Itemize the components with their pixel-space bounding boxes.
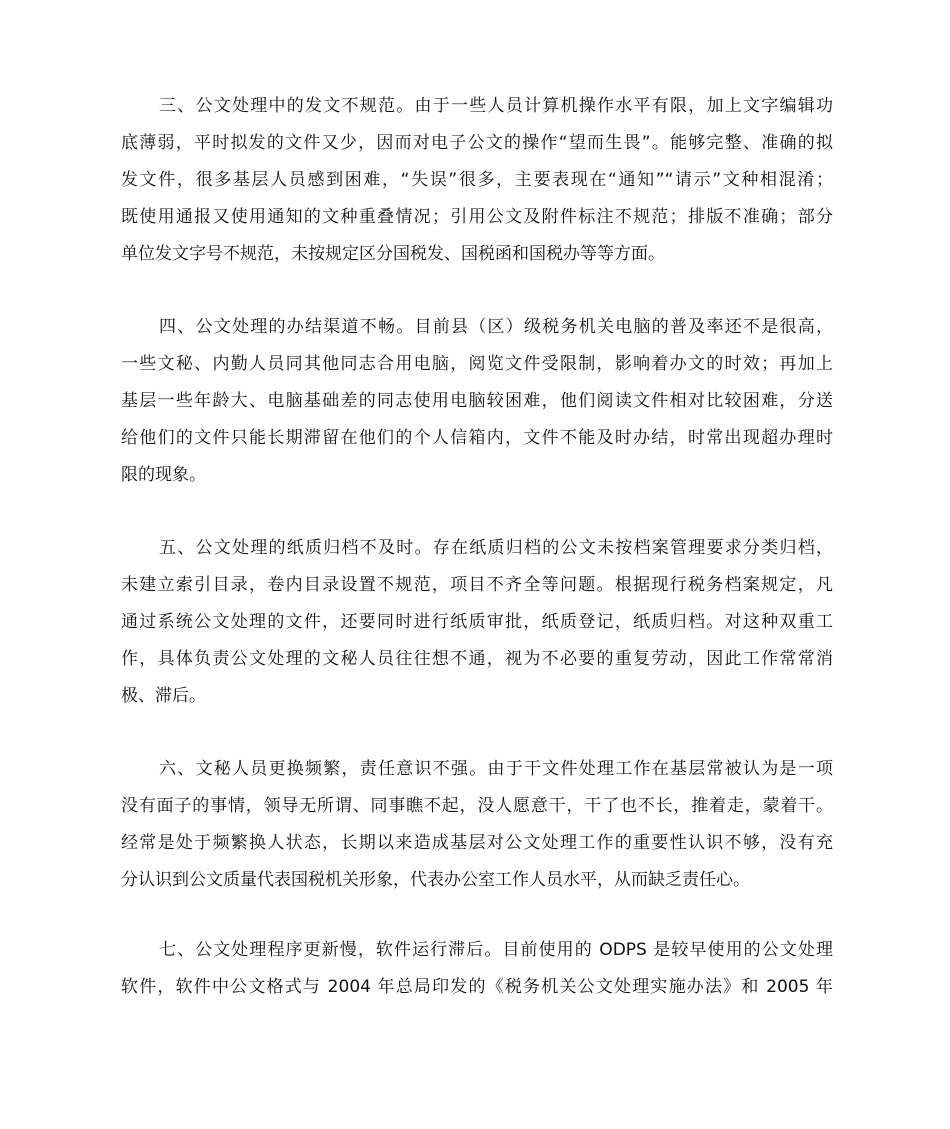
text-line: 七、公文处理程序更新慢，软件运行滞后。目前使用的 ODPS 是较早使用的公文处理 [159, 940, 833, 960]
text-line: 作，具体负责公文处理的文秘人员往往想不通，视为不必要的重复劳动，因此工作常常消 [121, 649, 833, 669]
paragraph-section-3 [121, 88, 833, 273]
text-line: 基层一些年龄大、电脑基础差的同志使用电脑较困难，他们阅读文件相对比较困难，分送 [121, 391, 833, 411]
text-line: 三、公文处理中的发文不规范。由于一些人员计算机操作水平有限，加上文字编辑功 [159, 96, 833, 116]
text-line: 一些文秘、内勤人员同其他同志合用电脑，阅览文件受限制，影响着办文的时效；再加上 [121, 354, 833, 374]
text-line: 给他们的文件只能长期滞留在他们的个人信箱内，文件不能及时办结，时常出现超办理时 [121, 428, 833, 448]
paragraph-section-4 [121, 309, 833, 494]
paragraph-section-7 [121, 932, 833, 1006]
text-line: 既使用通报又使用通知的文种重叠情况；引用公文及附件标注不规范；排版不准确；部分 [121, 207, 833, 227]
text-line: 六、文秘人员更换频繁，责任意识不强。由于干文件处理工作在基层常被认为是一项 [159, 759, 833, 779]
text-line: 未建立索引目录，卷内目录设置不规范，项目不齐全等问题。根据现行税务档案规定，凡 [121, 575, 833, 595]
paragraph-section-6 [121, 751, 833, 899]
text-line: 分认识到公文质量代表国税机关形象，代表办公室工作人员水平，从而缺乏责任心。 [121, 870, 750, 890]
text-line: 限的现象。 [121, 465, 206, 485]
text-line: 发文件，很多基层人员感到困难，“失误”很多，主要表现在“通知”“请示”文种相混淆； [121, 170, 833, 190]
text-line: 五、公文处理的纸质归档不及时。存在纸质归档的公文未按档案管理要求分类归档， [159, 538, 833, 558]
text-line: 通过系统公文处理的文件，还要同时进行纸质审批，纸质登记，纸质归档。对这种双重工 [121, 612, 833, 632]
text-line: 单位发文字号不规范，未按规定区分国税发、国税函和国税办等等方面。 [121, 244, 665, 264]
text-line: 软件，软件中公文格式与 2004 年总局印发的《税务机关公文处理实施办法》和 2005 年 [121, 977, 833, 997]
text-line: 没有面子的事情，领导无所谓、同事瞧不起，没人愿意干，干了也不长，推着走，蒙着干。 [121, 796, 833, 816]
text-line: 极、滞后。 [121, 686, 206, 706]
text-line: 底薄弱，平时拟发的文件又少，因而对电子公文的操作“望而生畏”。能够完整、准确的拟 [121, 133, 833, 153]
text-line: 四、公文处理的办结渠道不畅。目前县（区）级税务机关电脑的普及率还不是很高， [159, 317, 833, 337]
text-line: 经常是处于频繁换人状态，长期以来造成基层对公文处理工作的重要性认识不够，没有充 [121, 833, 833, 853]
paragraph-section-5 [121, 530, 833, 715]
